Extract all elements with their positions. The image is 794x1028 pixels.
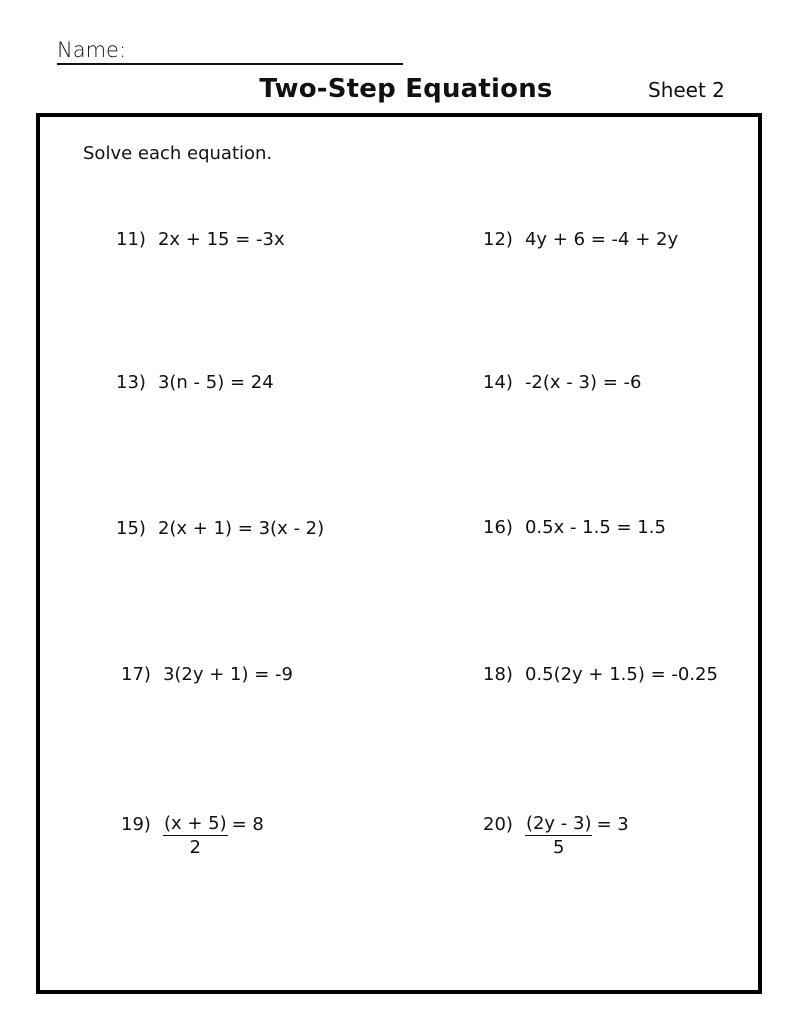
problem-number: 20) — [483, 814, 513, 835]
problem-equation: 0.5x - 1.5 = 1.5 — [524, 517, 666, 538]
problem-equation: 3(2y + 1) = -9 — [162, 664, 293, 685]
problem-number: 18) — [483, 664, 513, 685]
problem-20 — [483, 813, 629, 860]
problem-number: 14) — [483, 372, 513, 393]
fraction — [163, 813, 228, 860]
problem-11 — [116, 228, 285, 252]
problem-rhs: = 8 — [231, 814, 264, 835]
problem-rhs: = 3 — [596, 814, 629, 835]
name-label: Name: — [57, 38, 127, 62]
problem-13 — [116, 371, 274, 395]
problem-16 — [483, 516, 666, 540]
name-line — [57, 63, 403, 65]
problem-14 — [483, 371, 641, 395]
problem-12 — [483, 228, 678, 252]
problem-17 — [121, 663, 293, 687]
problem-number: 12) — [483, 229, 513, 250]
problem-equation: -2(x - 3) = -6 — [524, 372, 642, 393]
fraction — [525, 813, 593, 860]
problem-equation: 2x + 15 = -3x — [157, 229, 285, 250]
problem-equation: 2(x + 1) = 3(x - 2) — [157, 518, 325, 539]
instructions: Solve each equation. — [83, 143, 273, 164]
problem-number: 13) — [116, 372, 146, 393]
problem-15 — [116, 517, 324, 541]
problem-equation: 0.5(2y + 1.5) = -0.25 — [524, 664, 718, 685]
fraction-numerator: (2y - 3) — [525, 813, 592, 834]
problem-18 — [483, 663, 718, 687]
problem-equation: 3(n - 5) = 24 — [157, 372, 274, 393]
page-title: Two-Step Equations — [259, 74, 553, 104]
problem-number: 16) — [483, 517, 513, 538]
fraction-numerator: (x + 5) — [163, 813, 227, 834]
problem-number: 19) — [121, 814, 151, 835]
problem-equation: 4y + 6 = -4 + 2y — [524, 229, 679, 250]
problem-number: 11) — [116, 229, 146, 250]
problem-number: 15) — [116, 518, 146, 539]
problem-number: 17) — [121, 664, 151, 685]
fraction-denominator: 2 — [189, 837, 201, 858]
problem-19 — [121, 813, 264, 860]
sheet-label: Sheet 2 — [648, 78, 725, 102]
fraction-denominator: 5 — [552, 837, 565, 858]
